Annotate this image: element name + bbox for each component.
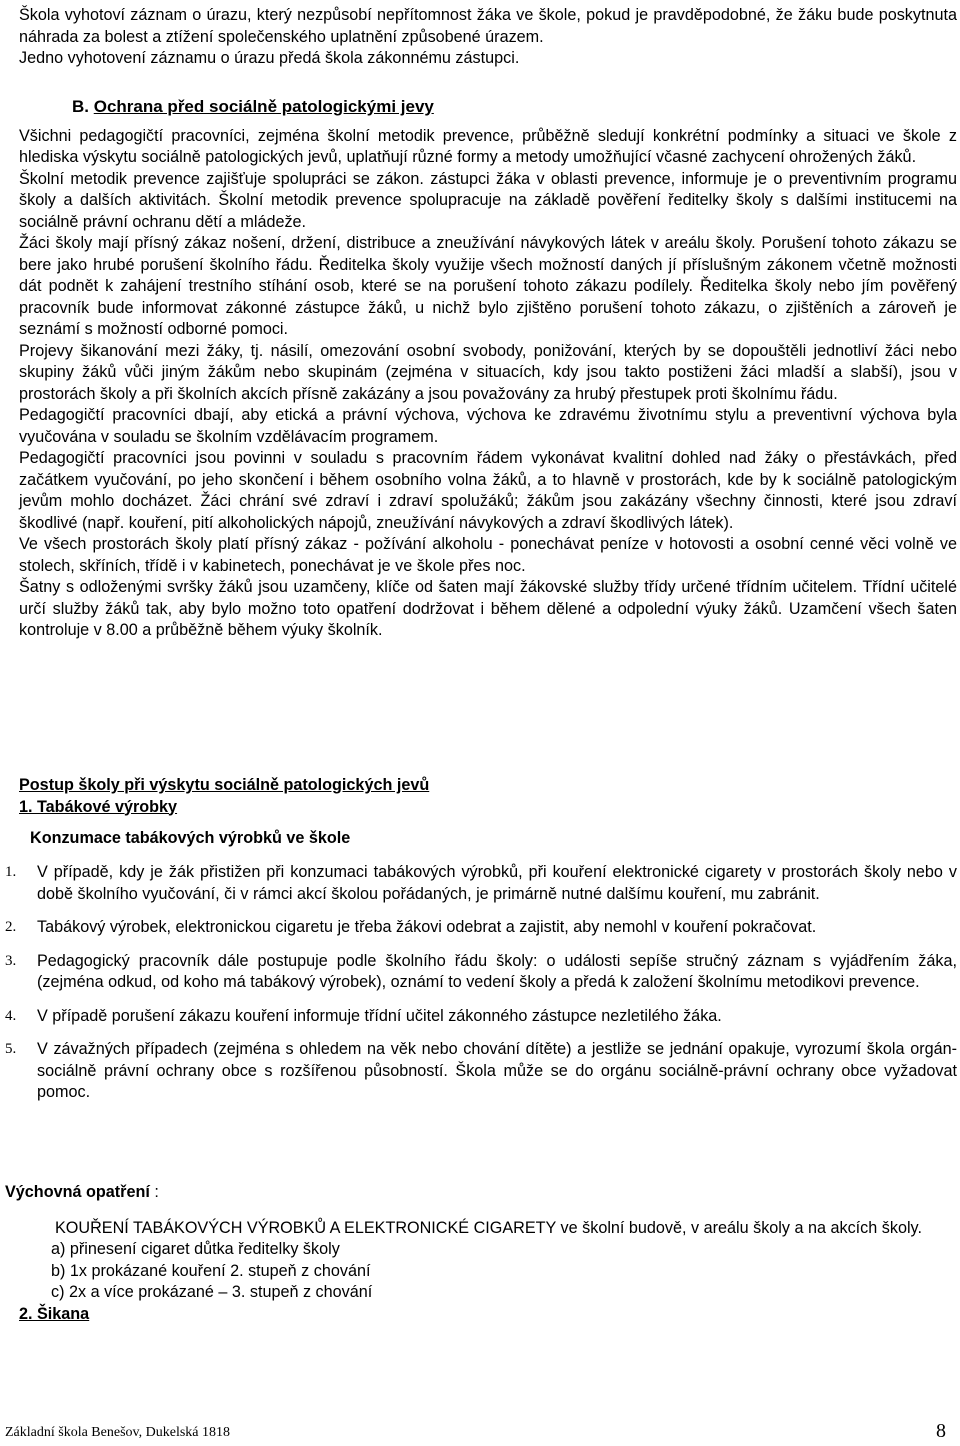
konzumace-heading: Konzumace tabákových výrobků ve škole [30,829,351,847]
step-number: 5. [5,1041,17,1057]
footer-school: Základní škola Benešov, Dukelská 1818 [5,1425,230,1440]
vychovna-statement: KOUŘENÍ TABÁKOVÝCH VÝROBKŮ A ELEKTRONICKÉ CIGARETY ve školní budově, v areálu školy a na akcích školy. [55,1218,922,1237]
step-text: Tabákový výrobek, elektronickou cigaretu je třeba žákovi odebrat a zajistit, aby nemohl v kouření pokračovat. [37,918,817,936]
step-number: 4. [5,1007,17,1024]
vychovna-item: c) 2x a více prokázané – 3. stupeň z chování [51,1283,373,1301]
vychovna-label: Výchovná opatření [5,1183,150,1201]
procedure-step [0,1039,957,1104]
procedure-step [0,1006,957,1028]
step-number: 1. [5,864,17,880]
step-text: Pedagogický pracovník dále postupuje podle školního řádu školy: o události sepíše stručný záznam s vyjádřením žáka, (zejména odkud, od koho má tabákový výrobek), oznámí to vedení školy a předá k založení školnímu metodikovi prevence. [37,951,957,991]
section-b-paragraph: Žáci školy mají přísný zákaz nošení, držení, distribuce a zneužívání návykových látek v areálu školy. Porušení tohoto zákazu se bere jako hrubé porušení školního řádu. Ředitelka školy využije všech možností daných jí příslušným zákonem včetně možnosti dát podnět k zahájení trestního stíhání osob, které se na porušení tohoto zákazu podílely. Ředitelka školy nebo jím pověřený pracovník bude informovat zákonné zástupce žáků, u nichž bylo zjištěno porušení tohoto zákazu, o zjištěních a zároveň je seznámí s možností odborné pomoci. [19,234,957,338]
section-b-paragraph: Školní metodik prevence zajišťuje spolupráci se zákon. zástupci žáka v oblasti prevence, informuje je o preventivním programu školy a dalších aktivitách. Školní metodik prevence spolupracuje na základě pověření ředitelky školy s dalšími institucemi na sociálně právní ochranu dětí a mládeže. [19,169,957,231]
procedure-steps [0,862,957,1116]
vychovna-item: a) přinesení cigaret důtka ředitelky školy [51,1240,340,1258]
page-number: 8 [936,1420,946,1442]
section-b-paragraph: Všichni pedagogičtí pracovníci, zejména školní metodik prevence, průběžně sledují konkrétní podmínky a situaci ve škole z hlediska výskytu sociálně patologických jevů, uplatňují různé formy a metody umožňující včasné zachycení ohrožených žáků. [19,126,957,166]
section-b-paragraph: Projevy šikanování mezi žáky, tj. násilí, omezování osobní svobody, ponižování, kterých by se dopouštěli jednotliví žáci nebo skupiny žáků vůči jiným žákům nebo skupinám (zejména v situacích, kdy jsou takto postiženi žáci mladší a slabší), jsou v prostorách školy a při školních akcích přísně zakázány a jsou považovány za hrubý přestupek proti školnímu řádu. [19,341,957,403]
step-number: 3. [5,952,17,969]
step-number: 2. [5,919,17,935]
intro-line-2: Jedno vyhotovení záznamu o úrazu předá škola zákonnému zástupci. [19,49,520,67]
intro-line-1: Škola vyhotoví záznam o úrazu, který nezpůsobí nepřítomnost žáka ve škole, pokud je pravděpodobné, že žáku bude poskytnuta náhrada za bolest a ztížení společenského uplatnění způsobené úrazem. [19,6,957,46]
section-b-paragraph: Pedagogičtí pracovníci jsou povinni v souladu s pracovním řádem vykonávat kvalitní dohled nad žáky o přestávkách, před začátkem vyučování, po jeho skončení i během osobního volna žáků, a to hlavně v prostorách, kde by k sociálně patologickým jevům mohlo docházet. Žáci chrání své zdraví i zdraví spolužáků; žákům jsou zakázány všechny činnosti, které jsou zdraví škodlivé (např. kouření, pití alkoholických nápojů, zneužívání návykových a zdraví škodlivých látek). [19,449,957,532]
vychovna-items [51,1239,955,1304]
vychovna-item: b) 1x prokázané kouření 2. stupeň z chování [51,1261,371,1280]
postup-section [19,775,957,860]
step-text: V případě porušení zákazu kouření informuje třídní učitel zákonného zástupce nezletilého žáka. [37,1006,722,1025]
section-b-paragraph: Ve všech prostorách školy platí přísný zákaz - požívání alkoholu - ponechávat peníze v hotovosti a osobní cenné věci volně ve stolech, skříních, třídě i v kabinetech, ponechávat je ve škole přes noc. [19,535,957,575]
vychovna-colon: : [154,1183,159,1201]
procedure-step [0,862,957,905]
vychovna-label-row [5,1182,955,1204]
section-b-paragraph: Pedagogičtí pracovníci dbají, aby etická a právní výchova, výchova ke zdravému životnímu stylu a preventivní výchova byla vyučována v souladu se školním vzdělávacím programem. [19,406,957,446]
procedure-step [0,951,957,994]
sikana-heading: 2. Šikana [19,1304,90,1323]
step-text: V závažných případech (zejména s ohledem na věk nebo chování dítěte) a jestliže se jednání opakuje, vyrozumí škola orgán-sociálně právní ochrany obce s rozšířenou působností. Škola může se do orgánu sociálně-právní ochrany obce vyžadovat pomoc. [37,1040,957,1101]
tabakove-vyrobky-heading: 1. Tabákové výrobky [19,797,178,816]
vychovna-opatreni [5,1182,955,1325]
section-b [19,96,957,642]
intro-paragraph [19,5,957,70]
section-b-heading: Ochrana před sociálně patologickými jevy [93,97,434,116]
section-b-paragraph: Šatny s odloženými svršky žáků jsou uzamčeny, klíče od šaten mají žákovské služby třídy určené třídním učitelem. Třídní učitelé určí služby žáků tak, aby bylo možno toto opatření dodržovat i během dělené a odpolední výuky žáků. Uzamčení všech šaten kontroluje v 8.00 a průběžně během výuky školník. [19,578,957,639]
step-text: V případě, kdy je žák přistižen při konzumaci tabákových výrobků, při kouření elektronické cigarety v prostorách školy nebo v době školního vyučování, či v rámci akcí školou pořádaných, je primárně nutné dalšímu kouření, mu zabránit. [37,863,957,903]
procedure-step [0,917,957,939]
section-b-title [72,96,957,118]
section-b-letter: B. [72,97,89,116]
postup-heading: Postup školy při výskytu sociálně patologických jevů [19,776,430,794]
